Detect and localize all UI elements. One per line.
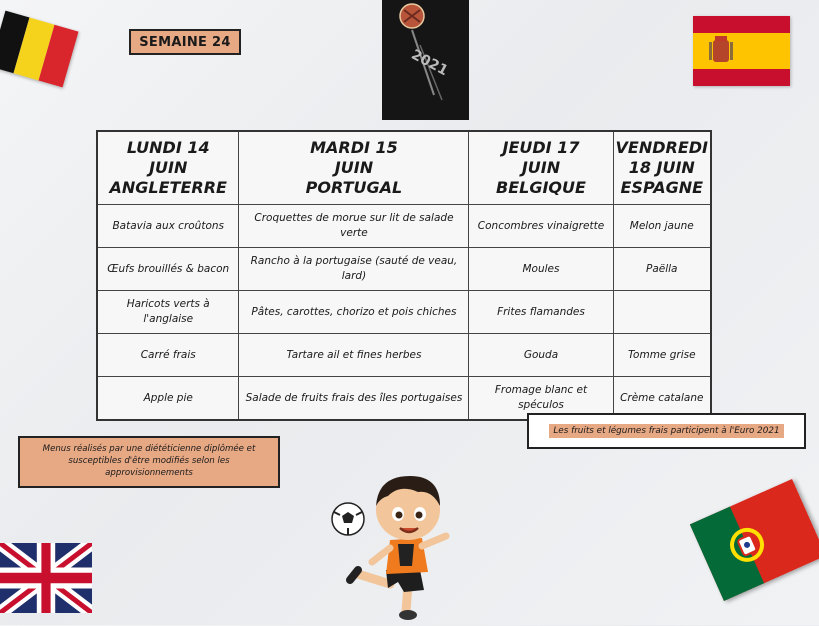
euro-note-text: Les fruits et légumes frais participent à l'Euro 2021	[549, 424, 783, 438]
day-header-thursday: JEUDI 17 JUIN BELGIQUE	[469, 131, 613, 205]
menu-cell: Fromage blanc et spéculos	[469, 377, 613, 421]
menu-cell: Rancho à la portugaise (sauté de veau, lard)	[239, 248, 469, 291]
portugal-flag-icon	[690, 479, 819, 601]
menu-cell: Gouda	[469, 334, 613, 377]
menu-cell: Melon jaune	[613, 205, 711, 248]
menu-cell: Carré frais	[97, 334, 239, 377]
menu-cell: Tartare ail et fines herbes	[239, 334, 469, 377]
football-player-illustration	[328, 462, 478, 622]
week-label: SEMAINE 24	[129, 29, 241, 55]
menu-cell: Croquettes de morue sur lit de salade verte	[239, 205, 469, 248]
menu-cell: Moules	[469, 248, 613, 291]
euro-note	[527, 413, 806, 449]
day-header-monday: LUNDI 14 JUIN ANGLETERRE	[97, 131, 239, 205]
euro-poster	[382, 0, 469, 120]
menu-header-row	[97, 131, 711, 205]
menu-cell: Batavia aux croûtons	[97, 205, 239, 248]
menu-cell: Frites flamandes	[469, 291, 613, 334]
menu-cell: Œufs brouillés & bacon	[97, 248, 239, 291]
menu-cell: Crème catalane	[613, 377, 711, 421]
day-header-tuesday: MARDI 15 JUIN PORTUGAL	[239, 131, 469, 205]
table-row	[97, 291, 711, 334]
menu-cell: Salade de fruits frais des îles portugaises	[239, 377, 469, 421]
menu-cell: Haricots verts à l'anglaise	[97, 291, 239, 334]
menu-cell: Concombres vinaigrette	[469, 205, 613, 248]
menu-table	[96, 130, 712, 421]
table-row	[97, 205, 711, 248]
menu-cell: Tomme grise	[613, 334, 711, 377]
menu-cell: Pâtes, carottes, chorizo et pois chiches	[239, 291, 469, 334]
table-row	[97, 334, 711, 377]
uk-flag-icon	[0, 543, 92, 613]
day-header-friday: VENDREDI 18 JUIN ESPAGNE	[613, 131, 711, 205]
belgium-flag-icon	[0, 11, 79, 88]
table-row	[97, 248, 711, 291]
dietitian-note: Menus réalisés par une diététicienne diplômée et susceptibles d'être modifiés selon les approvisionnements	[18, 436, 280, 488]
football-icon	[332, 503, 364, 535]
menu-cell: Paëlla	[613, 248, 711, 291]
spain-flag-icon	[693, 16, 790, 86]
menu-cell	[613, 291, 711, 334]
poster-caption: 2021	[408, 46, 451, 80]
menu-cell: Apple pie	[97, 377, 239, 421]
